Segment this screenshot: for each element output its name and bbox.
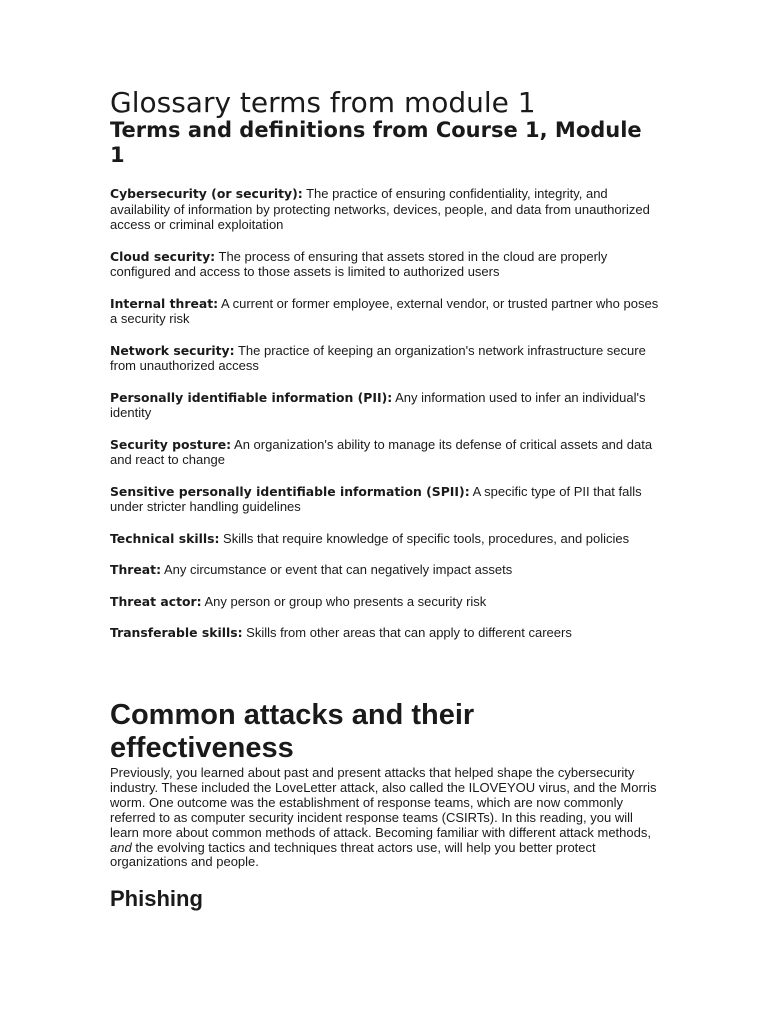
- intro-text: Previously, you learned about past and present attacks that helped shape the cybersecurity industry. These included the LoveLetter attack, also called the ILOVEYOU virus, and the Morris worm. One outcome was the establishment of response teams, which are now commonly referred to as computer security incident response teams (CSIRTs). In this reading, you will learn more about common methods of attack. Becoming familiar with different attack methods,: [110, 765, 657, 840]
- intro-emphasis: and: [110, 839, 132, 855]
- glossary-term: Network security:: [110, 342, 235, 358]
- glossary-entry: [110, 296, 660, 327]
- glossary-entry: [110, 594, 660, 610]
- glossary-entry: [110, 437, 660, 468]
- glossary-definition: A specific type of PII that falls under stricter handling guidelines: [110, 483, 642, 514]
- glossary-term: Cloud security:: [110, 248, 216, 264]
- glossary-definition: An organization's ability to manage its defense of critical assets and data and react to change: [110, 436, 653, 467]
- glossary-entry: [110, 343, 660, 374]
- glossary-definition: Skills that require knowledge of specific tools, procedures, and policies: [223, 530, 630, 546]
- glossary-entry: [110, 390, 660, 421]
- page-subtitle: Terms and definitions from Course 1, Module 1: [110, 118, 642, 167]
- glossary-entry: [110, 186, 660, 233]
- glossary-definition: Any information used to infer an individual's identity: [110, 389, 646, 420]
- glossary-definition: Any circumstance or event that can negatively impact assets: [163, 562, 513, 577]
- glossary-definition: A current or former employee, external vendor, or trusted partner who poses a security risk: [110, 295, 659, 326]
- glossary-term: Sensitive personally identifiable information (SPII):: [110, 483, 470, 499]
- glossary-term: Cybersecurity (or security):: [110, 186, 303, 201]
- glossary-entry: [110, 249, 660, 280]
- glossary-definition: The practice of keeping an organization's network infrastructure secure from unauthorized access: [110, 342, 646, 373]
- glossary-definition: Skills from other areas that can apply to different careers: [246, 625, 572, 640]
- glossary-definition: The process of ensuring that assets stored in the cloud are properly configured and access to those assets is limited to authorized users: [110, 248, 608, 279]
- subheading-phishing: Phishing: [110, 886, 203, 911]
- glossary-entry: [110, 562, 660, 578]
- glossary-term: Personally identifiable information (PII):: [110, 389, 393, 405]
- glossary-entry: [110, 625, 660, 641]
- intro-paragraph: [110, 766, 660, 870]
- section-heading: Common attacks and their effectiveness: [110, 699, 475, 764]
- glossary-entry: [110, 484, 660, 515]
- glossary-definition: Any person or group who presents a security risk: [204, 593, 487, 609]
- glossary-term: Internal threat:: [110, 295, 219, 311]
- glossary-term: Transferable skills:: [110, 625, 243, 640]
- glossary-entry: [110, 531, 660, 547]
- glossary-term: Threat actor:: [110, 593, 202, 609]
- glossary-term: Technical skills:: [110, 530, 220, 546]
- glossary-term: Security posture:: [110, 436, 232, 452]
- glossary-list: [110, 186, 660, 657]
- glossary-definition: The practice of ensuring confidentiality, integrity, and availability of information by protecting networks, devices, people, and data from unauthorized access or criminal exploitation: [110, 186, 650, 232]
- page-title: Glossary terms from module 1: [110, 86, 536, 119]
- intro-text-end: the evolving tactics and techniques threat actors use, will help you better protect organizations and people.: [110, 839, 596, 870]
- glossary-term: Threat:: [110, 562, 162, 577]
